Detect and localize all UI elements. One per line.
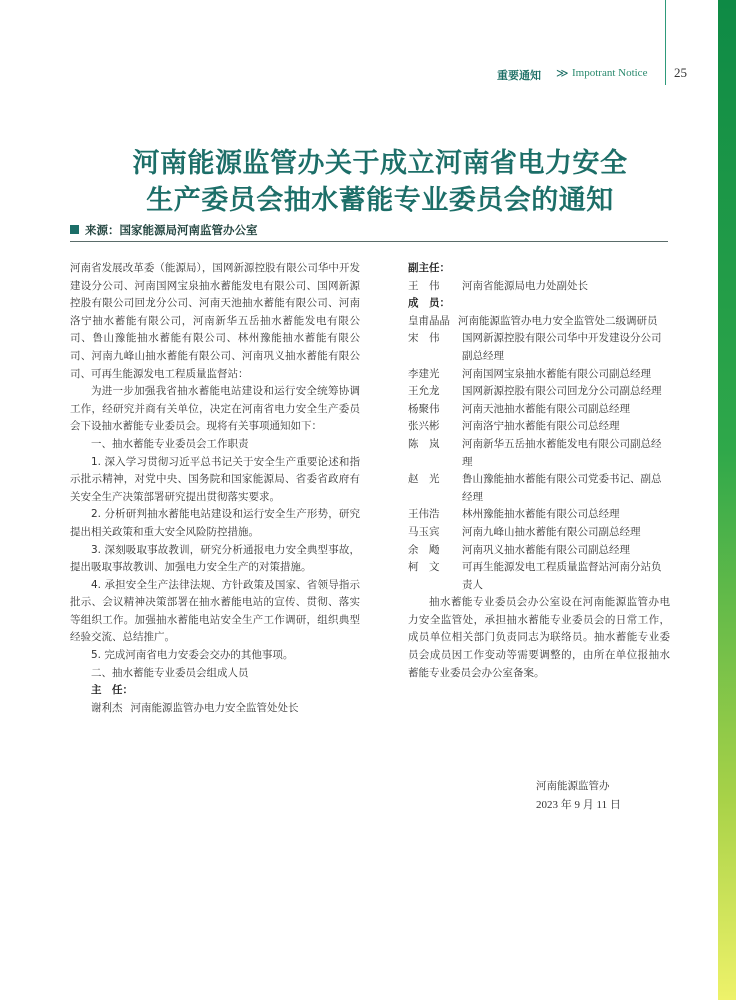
intro-paragraph: 为进一步加强我省抽水蓄能电站建设和运行安全统筹协调工作，经研究并商有关单位，决定在河南省电力安全生产委员会下设抽水蓄能专业委员会。现将有关事项通知如下： <box>70 385 360 433</box>
member-row <box>408 436 670 471</box>
left-column <box>70 260 360 717</box>
member-name: 王伟浩 <box>408 508 440 521</box>
member-role: 可再生能源发电工程质量监督站河南分站负责人 <box>462 561 662 591</box>
source-text: 来源：国家能源局河南监管办公室 <box>85 223 258 237</box>
member-name: 张兴彬 <box>408 420 440 433</box>
signature-org: 河南能源监管办 <box>536 780 610 792</box>
director-name: 谢利杰 <box>91 701 123 714</box>
signature-date: 2023 年 9 月 11 日 <box>536 799 621 811</box>
member-role: 林州豫能抽水蓄能有限公司总经理 <box>462 508 620 521</box>
member-role: 国网新源控股有限公司回龙分公司副总经理 <box>462 385 662 398</box>
member-name: 李建光 <box>408 367 440 380</box>
page-number: 25 <box>674 65 687 80</box>
deputy-role: 河南省能源局电力处副处长 <box>462 279 588 292</box>
member-role: 河南洛宁抽水蓄能有限公司总经理 <box>462 420 620 433</box>
member-name: 赵 光 <box>408 473 440 486</box>
section-heading-members: 二、抽水蓄能专业委员会组成人员 <box>91 666 249 679</box>
header-section-en: Impotrant Notice <box>572 67 648 79</box>
member-role: 河南天池抽水蓄能有限公司副总经理 <box>462 402 630 415</box>
duty-item-1: 1. 深入学习贯彻习近平总书记关于安全生产重要论述和指示批示精神，对党中央、国务院和国家能源局、省委省政府有关安全生产决策部署研究提出贯彻落实要求。 <box>70 455 360 503</box>
member-row <box>408 542 670 560</box>
member-name: 皇甫晶晶 <box>408 314 450 327</box>
members-label: 成 员： <box>408 297 450 310</box>
member-row <box>408 383 670 401</box>
member-role: 河南能源监管办电力安全监管处二级调研员 <box>458 314 658 327</box>
section-heading-duties: 一、抽水蓄能专业委员会工作职责 <box>91 437 249 450</box>
side-color-bar <box>718 0 736 1000</box>
director-label: 主 任： <box>91 684 133 697</box>
member-row <box>408 401 670 419</box>
duty-item-2: 2. 分析研判抽水蓄能电站建设和运行安全生产形势，研究提出相关政策和重大安全风险防控措施。 <box>70 508 360 538</box>
member-role: 河南九峰山抽水蓄能有限公司副总经理 <box>462 525 641 538</box>
deputy-row <box>408 278 670 296</box>
member-name: 柯 文 <box>408 561 440 574</box>
member-name: 陈 岚 <box>408 437 440 450</box>
duty-item-5: 5. 完成河南省电力安委会交办的其他事项。 <box>91 649 294 662</box>
article-title-line-1: 河南能源监管办关于成立河南省电力安全 <box>132 148 628 179</box>
member-name: 余 飏 <box>408 543 440 556</box>
title-divider <box>70 241 668 242</box>
member-row <box>408 559 670 594</box>
closing-paragraph: 抽水蓄能专业委员会办公室设在河南能源监管办电力安全监管处，承担抽水蓄能专业委员会的日常工作，成员单位相关部门负责同志为联络员。抽水蓄能专业委员会成员因工作变动等需要调整的，由所在单位报抽水蓄能专业委员会办公室备案。 <box>408 596 670 679</box>
duty-item-3: 3. 深刻吸取事故教训，研究分析通报电力安全典型事故，提出吸取事故教训、加强电力安全生产的对策措施。 <box>70 543 360 574</box>
member-name: 宋 伟 <box>408 332 440 345</box>
director-role: 河南能源监管办电力安全监管处处长 <box>130 701 299 714</box>
double-chevron-icon: ≫ <box>556 66 569 80</box>
member-row <box>408 366 670 384</box>
recipients-paragraph: 河南省发展改革委（能源局），国网新源控股有限公司华中开发建设分公司、河南国网宝泉抽水蓄能发电有限公司、国网新源控股有限公司回龙分公司、河南天池抽水蓄能有限公司、河南洛宁抽水蓄能有限公司，河南新华五岳抽水蓄能发电有限公司、鲁山豫能抽水蓄能有限公司、林州豫能抽水蓄能有限公司、河南九峰山抽水蓄能有限公司、河南巩义抽水蓄能有限公司、可再生能源发电工程质量监督站： <box>70 262 360 380</box>
deputy-label: 副主任： <box>408 262 450 274</box>
duty-item-4: 4. 承担安全生产法律法规、方针政策及国家、省领导指示批示、会议精神决策部署在抽水蓄能电站的宣传、贯彻、落实等组织工作。加强抽水蓄能电站安全生产工作调研，组织典型经验交流、总结推广。 <box>70 578 360 644</box>
running-header <box>490 67 690 81</box>
director-row <box>70 700 360 718</box>
member-row <box>408 524 670 542</box>
member-role: 国网新源控股有限公司华中开发建设分公司副总经理 <box>462 332 662 362</box>
member-role: 河南巩义抽水蓄能有限公司副总经理 <box>462 543 630 556</box>
member-role: 河南新华五岳抽水蓄能发电有限公司副总经理 <box>462 437 662 468</box>
member-name: 马玉宾 <box>408 525 440 538</box>
member-row <box>408 313 670 331</box>
deputy-name: 王 伟 <box>408 279 440 292</box>
member-name: 杨聚伟 <box>408 402 440 415</box>
header-section-cn: 重要通知 <box>497 69 541 82</box>
member-row <box>408 330 670 365</box>
member-role: 河南国网宝泉抽水蓄能有限公司副总经理 <box>462 367 651 380</box>
member-name: 王允龙 <box>408 385 440 398</box>
article-title-line-2: 生产委员会抽水蓄能专业委员会的通知 <box>146 185 614 216</box>
right-column <box>408 260 670 682</box>
member-row <box>408 418 670 436</box>
member-role: 鲁山豫能抽水蓄能有限公司党委书记、副总经理 <box>462 473 662 503</box>
member-row <box>408 471 670 506</box>
square-bullet-icon <box>70 225 79 234</box>
member-row <box>408 506 670 524</box>
